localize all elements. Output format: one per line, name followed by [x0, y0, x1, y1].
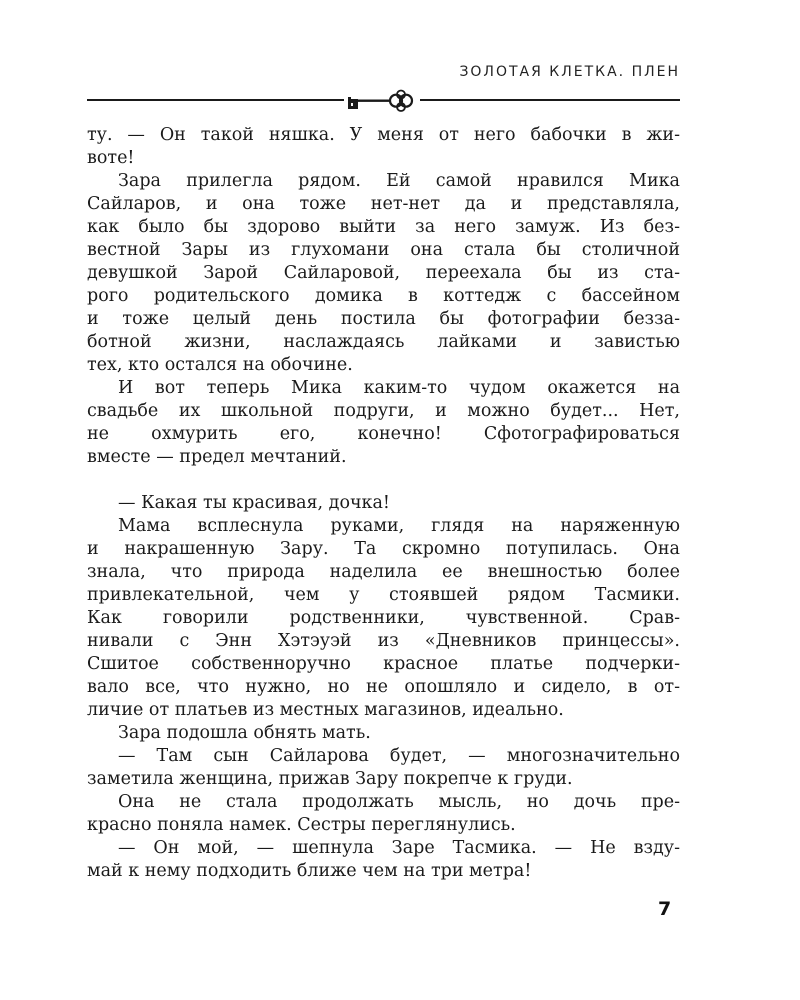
text-line: Мама всплеснула руками, глядя на наряженную — [118, 516, 680, 536]
text-line: Зара прилегла рядом. Ей самой нравился Мика — [118, 171, 680, 191]
text-line: заметила женщина, прижав Зару покрепче к груди. — [87, 769, 573, 789]
text-line: Как говорили родственники, чувственной. Срав- — [87, 608, 680, 628]
text-line: — Какая ты красивая, дочка! — [118, 493, 390, 513]
text-line: И вот теперь Мика каким-то чудом окажется на — [118, 378, 680, 398]
text-line: Зара подошла обнять мать. — [118, 723, 371, 743]
key-icon — [344, 88, 420, 114]
text-line: нивали с Энн Хэтэуэй из «Дневников принцессы». — [87, 631, 680, 651]
running-head: ЗОЛОТАЯ КЛЕТКА. ПЛЕН — [459, 64, 680, 80]
text-line: май к нему подходить ближе чем на три метра! — [87, 861, 532, 881]
text-line: и тоже целый день постила бы фотографии безза- — [87, 309, 680, 329]
text-line: личие от платьев из местных магазинов, идеально. — [87, 700, 564, 720]
text-line: девушкой Зарой Сайларовой, переехала бы из ста- — [87, 263, 680, 283]
section-break — [87, 469, 680, 492]
text-line: — Там сын Сайларова будет, — многозначительно — [118, 746, 680, 766]
text-line: не охмурить его, конечно! Сфотографироваться — [87, 424, 680, 444]
text-line: ту. — Он такой няшка. У меня от него бабочки в жи- — [87, 125, 680, 145]
text-line: привлекательной, чем у стоявшей рядом Тасмики. — [87, 585, 680, 605]
text-line: ботной жизни, наслаждаясь лайками и завистью — [87, 332, 680, 352]
text-line: тех, кто остался на обочине. — [87, 355, 353, 375]
text-line: — Он мой, — шепнула Заре Тасмика. — Не взду- — [118, 838, 680, 858]
text-line: знала, что природа наделила ее внешностью более — [87, 562, 680, 582]
text-line: воте! — [87, 148, 135, 168]
body-text — [87, 124, 680, 883]
text-line: Сшитое собственноручно красное платье подчерки- — [87, 654, 680, 674]
text-line: вало все, что нужно, но не опошляло и сидело, в от- — [87, 677, 680, 697]
text-line: рого родительского домика в коттедж с бассейном — [87, 286, 680, 306]
text-line: и накрашенную Зару. Та скромно потупилась. Она — [87, 539, 680, 559]
text-line: Сайларов, и она тоже нет-нет да и представляла, — [87, 194, 680, 214]
text-line: свадьбе их школьной подруги, и можно будет... Нет, — [87, 401, 680, 421]
text-line: вместе — предел мечтаний. — [87, 447, 347, 467]
text-line: как было бы здорово выйти за него замуж. Из без- — [87, 217, 680, 237]
page-number: 7 — [658, 898, 672, 920]
text-line: Она не стала продолжать мысль, но дочь пре- — [118, 792, 680, 812]
text-line: красно поняла намек. Сестры переглянулись. — [87, 815, 516, 835]
text-line: вестной Зары из глухомани она стала бы столичной — [87, 240, 680, 260]
